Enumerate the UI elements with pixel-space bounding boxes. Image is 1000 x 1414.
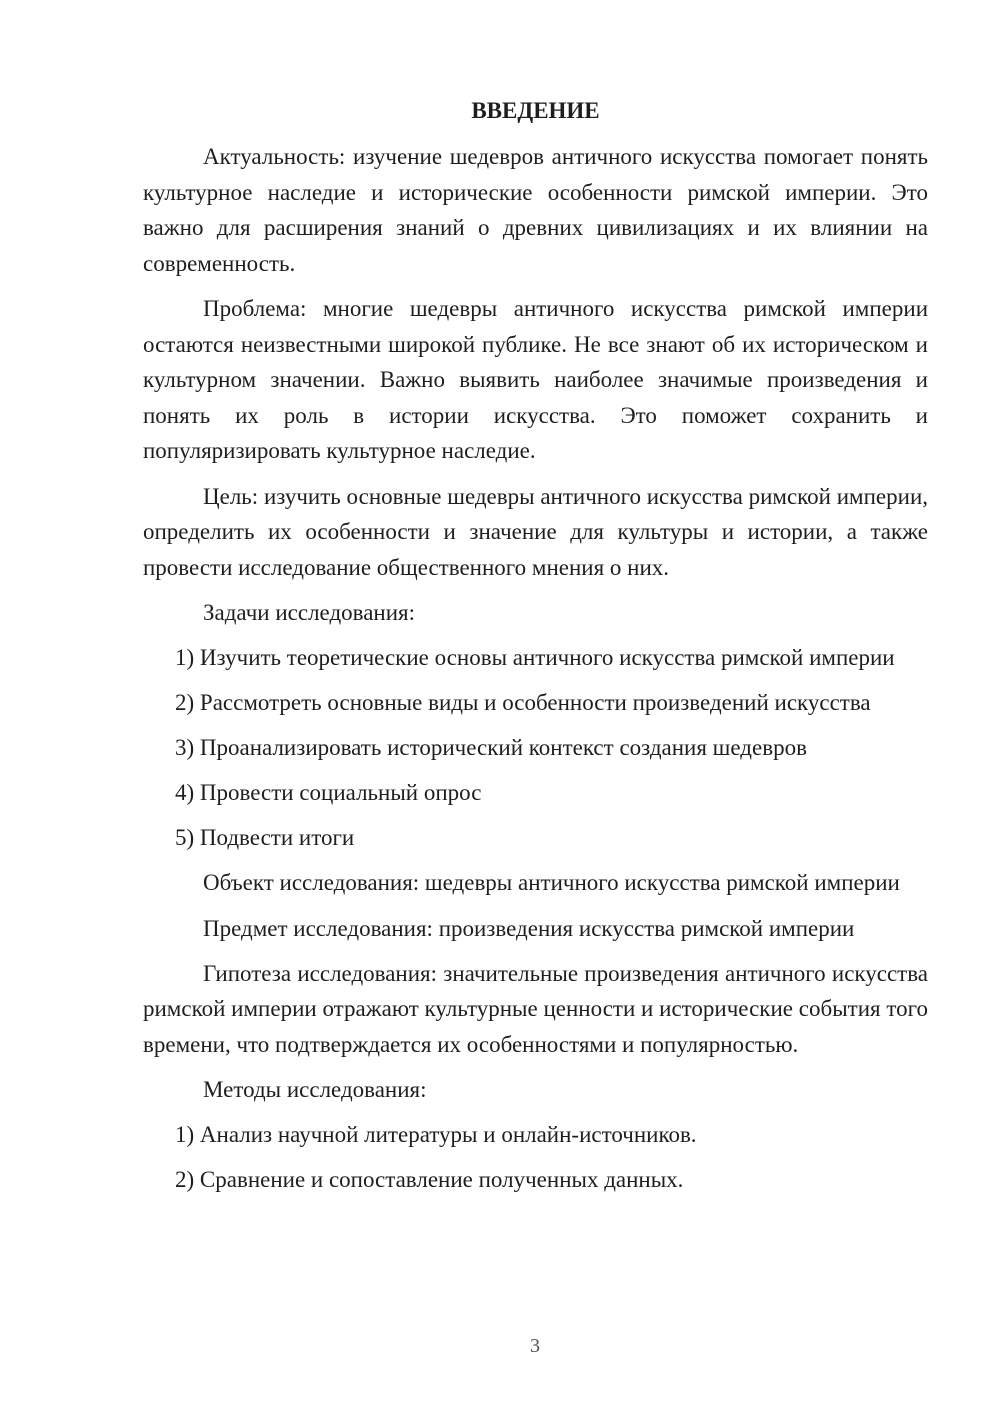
- problem-paragraph: Проблема: многие шедевры античного искусства римской империи остаются неизвестными широкой публике. Не все знают об их историческом и культурном значении. Важно выявить наиболее значимые произведения и понять их роль в истории искусства. Это поможет сохранить и популяризировать культурное наследие.: [143, 296, 928, 463]
- task-item: 5) Подвести итоги: [175, 825, 355, 850]
- hypothesis-paragraph: Гипотеза исследования: значительные произведения античного искусства римской империи отражают культурные ценности и исторические события того времени, что подтверждается их особенностями и популярностью.: [143, 960, 928, 1057]
- goal-paragraph: Цель: изучить основные шедевры античного искусства римской империи, определить их особенности и значение для культуры и истории, а также провести исследование общественного мнения о них.: [143, 483, 928, 580]
- document-body: [143, 95, 928, 1207]
- relevance-paragraph: Актуальность: изучение шедевров античного искусства помогает понять культурное наследие и исторические особенности римской империи. Это важно для расширения знаний о древних цивилизациях и их влиянии на современность.: [143, 144, 928, 276]
- method-item: 1) Анализ научной литературы и онлайн-источников.: [175, 1122, 697, 1147]
- tasks-heading: Задачи исследования:: [203, 600, 416, 625]
- task-item: 2) Рассмотреть основные виды и особенности произведений искусства: [175, 690, 871, 715]
- methods-heading: Методы исследования:: [203, 1077, 427, 1102]
- task-item: 1) Изучить теоретические основы античного искусства римской империи: [175, 645, 895, 670]
- task-item: 3) Проанализировать исторический контекст создания шедевров: [175, 735, 807, 760]
- section-title: ВВЕДЕНИЕ: [471, 98, 600, 123]
- page-number: 3: [530, 1335, 540, 1357]
- task-item: 4) Провести социальный опрос: [175, 780, 482, 805]
- subject-paragraph: Предмет исследования: произведения искусства римской империи: [203, 915, 855, 941]
- method-item: 2) Сравнение и сопоставление полученных данных.: [175, 1167, 684, 1192]
- object-paragraph: Объект исследования: шедевры античного искусства римской империи: [203, 870, 900, 895]
